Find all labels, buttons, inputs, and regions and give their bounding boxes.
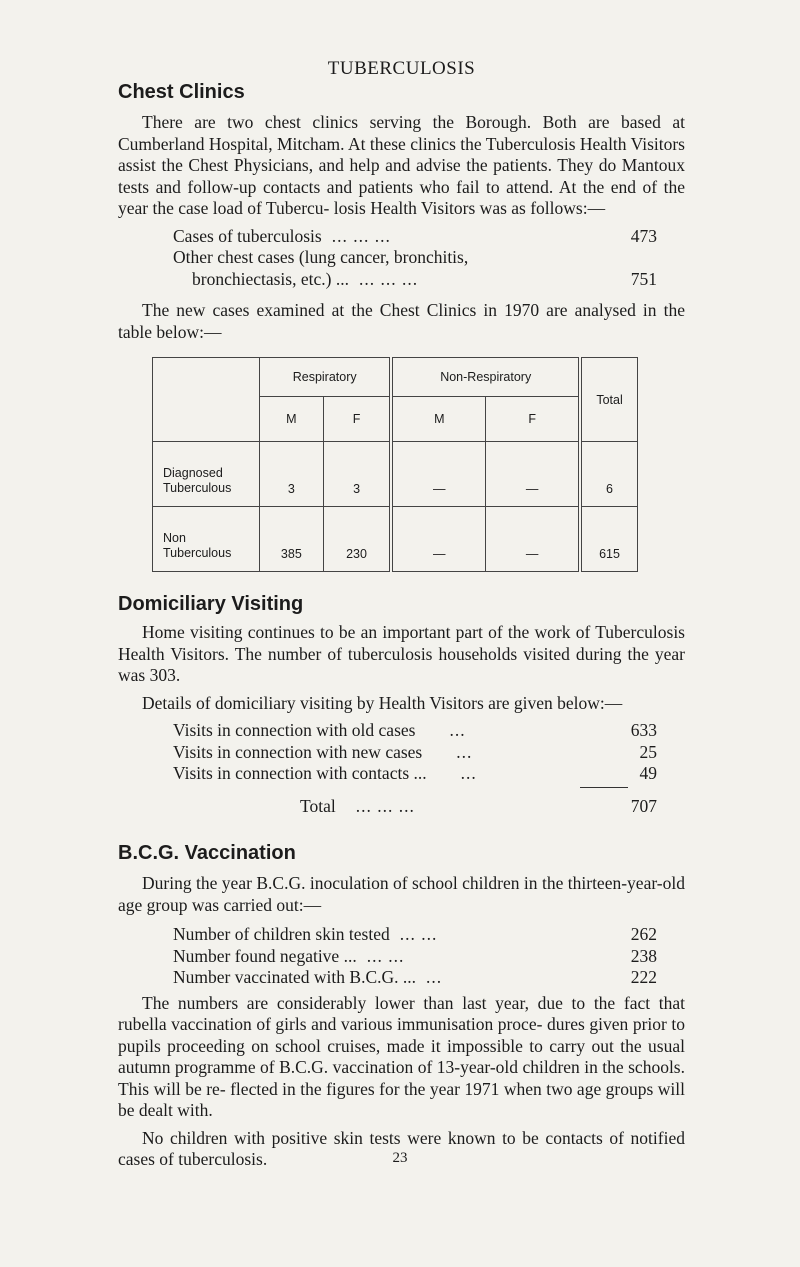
table-cell: — (391, 442, 485, 507)
bcg-heading: B.C.G. Vaccination (118, 842, 296, 864)
visits-item-label: Visits in connection with new cases (173, 741, 423, 762)
bcg-list (118, 924, 685, 989)
table-intro-paragraph: The new cases examined at the Chest Clinics in 1970 are analysed in the table below:— (118, 300, 685, 342)
table-cell: 3 (323, 442, 391, 507)
table-header-row (153, 358, 638, 397)
caseload-item-value: 751 (630, 268, 657, 289)
visits-item-value: 633 (630, 720, 657, 740)
caseload-item-label: Cases of tuberculosis (173, 225, 322, 246)
bcg-paragraph: During the year B.C.G. inoculation of school children in the thirteen-year-old age group was carried out:— (118, 873, 685, 915)
table-total-cell: 615 (580, 507, 637, 572)
bcg-explanation-paragraph: The numbers are considerably lower than last year, due to the fact that rubella vaccination of girls and various immunisation proce- dures given prior to pupils proceeding on school cruises, made it impossible to carry out the usual autumn programme of B.C.G. vaccination of 13-year-old children in the schools. This will be re- flected in the figures for the year 1971 when two age groups will be dealt with. (118, 992, 685, 1120)
row-label-line: Diagnosed (163, 466, 223, 480)
bcg-item-label: Number vaccinated with B.C.G. ... (173, 967, 417, 987)
chest-clinics-paragraph: There are two chest clinics serving the Borough. Both are based at Cumberland Hospital, Mitcham. At these clinics the Tuberculosis Health Visitors assist the Chest Physicians, and help and advise the patients. They do Mantoux tests and follow-up contacts and patients who fail to attend. At the end of the year the case load of Tubercu- losis Health Visitors was as follows:— (118, 112, 685, 218)
table-row (153, 507, 638, 572)
row-label-line: Tuberculous (163, 481, 232, 495)
new-cases-table (152, 357, 638, 572)
table-cell: — (486, 442, 580, 507)
visits-item-label: Visits in connection with contacts ... (173, 763, 427, 783)
respiratory-header: Respiratory (260, 358, 392, 397)
table-total-cell: 6 (580, 442, 637, 507)
sum-rule (580, 787, 628, 788)
page-heading: TUBERCULOSIS (327, 58, 476, 79)
visits-item (118, 742, 685, 764)
domiciliary-paragraph: Home visiting continues to be an important part of the work of Tuberculosis Health Visitors. The number of tuberculosis households visited during the year was 303. (118, 622, 685, 685)
table-cell: 230 (323, 507, 391, 572)
table-cell: — (486, 507, 580, 572)
total-header: Total (580, 358, 637, 442)
leader-dots: ... ... ... (358, 268, 419, 289)
caseload-item-label: Other chest cases (lung cancer, bronchitis, (173, 247, 469, 267)
caseload-item (118, 247, 685, 269)
bcg-item (118, 967, 685, 989)
domiciliary-heading: Domiciliary Visiting (118, 593, 304, 615)
row-label (153, 442, 260, 507)
bcg-item-value: 222 (630, 967, 657, 987)
bcg-item (118, 924, 685, 946)
bcg-item-label: Number found negative ... (173, 945, 357, 966)
row-label-line: Non (163, 531, 186, 545)
visits-list (118, 720, 685, 817)
visits-item-value: 49 (639, 763, 657, 783)
visits-item (118, 763, 685, 785)
table-cell: — (391, 507, 485, 572)
domiciliary-details-paragraph: Details of domiciliary visiting by Health Visitors are given below:— (142, 692, 623, 713)
caseload-item-label: bronchiectasis, etc.) ... (192, 268, 349, 289)
bcg-item-value: 238 (630, 945, 657, 966)
visits-total-label: Total (300, 795, 336, 816)
visits-item-label: Visits in connection with old cases (173, 720, 416, 740)
table-row (153, 442, 638, 507)
row-label (153, 507, 260, 572)
table-cell: 385 (260, 507, 324, 572)
sex-header: F (323, 397, 391, 442)
caseload-item (118, 269, 685, 291)
leader-dots: ... ... ... (355, 795, 415, 816)
leader-dots: ... ... ... (331, 225, 391, 246)
table-corner-cell (153, 358, 260, 442)
sex-header: F (486, 397, 580, 442)
caseload-item (118, 226, 685, 248)
leader-dots: ... (449, 720, 466, 740)
sex-header: M (391, 397, 485, 442)
non-respiratory-header: Non-Respiratory (391, 358, 580, 397)
leader-dots: ... (456, 741, 473, 762)
visits-item (118, 720, 685, 742)
bcg-closing-paragraph: No children with positive skin tests were known to be contacts of notified cases of tuberculosis. (118, 1127, 685, 1169)
caseload-item-value: 473 (630, 225, 657, 246)
visits-total-value: 707 (630, 795, 657, 816)
page-number: 23 (392, 1150, 408, 1166)
sex-header: M (260, 397, 324, 442)
chest-clinics-heading: Chest Clinics (118, 81, 245, 103)
page-content (118, 58, 685, 1171)
bcg-item (118, 946, 685, 968)
bcg-item-label: Number of children skin tested (173, 924, 390, 944)
caseload-list (118, 226, 685, 291)
table-cell: 3 (260, 442, 324, 507)
visits-item-value: 25 (639, 741, 657, 762)
leader-dots: ... ... (366, 945, 405, 966)
leader-dots: ... ... (399, 924, 438, 944)
leader-dots: ... (460, 763, 477, 783)
row-label-line: Tuberculous (163, 546, 232, 560)
bcg-item-value: 262 (630, 924, 657, 944)
visits-total (118, 796, 685, 818)
leader-dots: ... (426, 967, 443, 987)
